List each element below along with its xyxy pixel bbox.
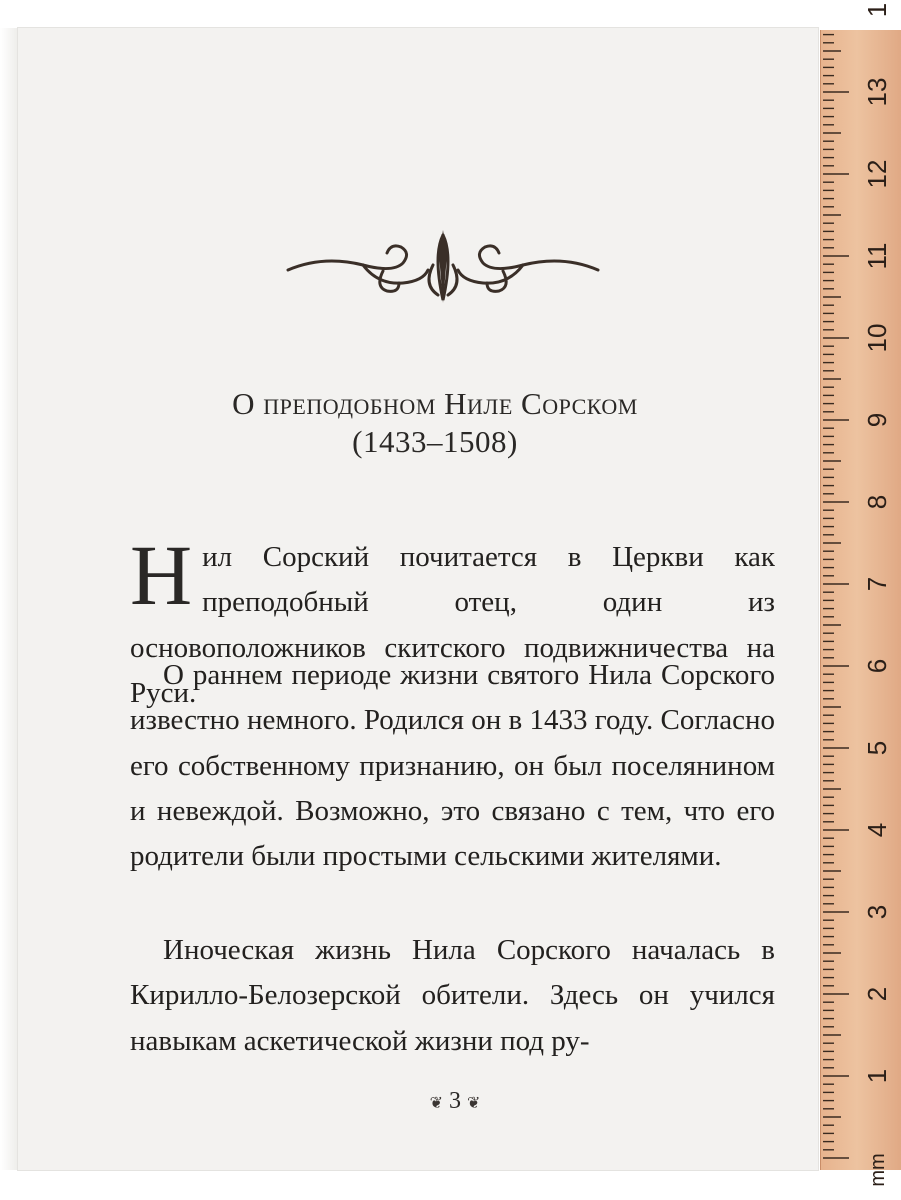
page-number: 3	[449, 1088, 461, 1114]
folio-ornament-left-icon: ❦	[429, 1095, 443, 1112]
paragraph-2: О раннем периоде жизни святого Нила Сорского известно немного. Родился он в 1433 году. Согласно его собственному признанию, он был поселянином и невеждой. Возможно, это связано с тем, что его родители были простыми сельскими жителями.	[130, 659, 775, 873]
page-number-folio	[415, 1088, 495, 1115]
folio-ornament-right-icon: ❦	[467, 1095, 481, 1112]
ruler-cm-label: 13	[861, 77, 892, 107]
ruler-cm-label: 10	[861, 323, 892, 353]
wooden-ruler	[820, 2, 901, 1187]
chapter-title: О преподобном Ниле Сорском	[232, 386, 638, 421]
ruler-scale	[821, 2, 901, 1187]
ruler-cm-label: 2	[861, 986, 892, 1002]
ruler-cm-label: 9	[861, 412, 892, 428]
fleuron-ornament	[283, 225, 603, 320]
ruler-cm-label: 5	[861, 740, 892, 756]
ruler-cm-label: 8	[861, 494, 892, 510]
ruler-unit-label: mm	[867, 1153, 889, 1187]
paragraph-1-text: ил Сорский почитается в Церкви как преподобный отец, один из основоположников скитского подвижничества на Руси.	[130, 541, 775, 709]
ruler-cm-label: 3	[861, 904, 892, 920]
drop-cap: Н	[130, 527, 193, 623]
ruler-cm-label: 1	[861, 2, 892, 18]
ruler-cm-label: 4	[861, 822, 892, 838]
ruler-cm-label: 11	[861, 242, 892, 270]
chapter-dates: (1433–1508)	[352, 424, 518, 459]
ruler-cm-label: 12	[861, 159, 892, 189]
ruler-cm-label: 1	[861, 1068, 892, 1084]
page-edge	[0, 28, 20, 1170]
ruler-cm-label: 7	[861, 576, 892, 592]
paragraph-3: Иноческая жизнь Нила Сорского началась в Кирилло-Белозерской обители. Здесь он учился навыкам аскетической жизни под ру-	[130, 934, 775, 1057]
ruler-cm-label: 6	[861, 658, 892, 674]
